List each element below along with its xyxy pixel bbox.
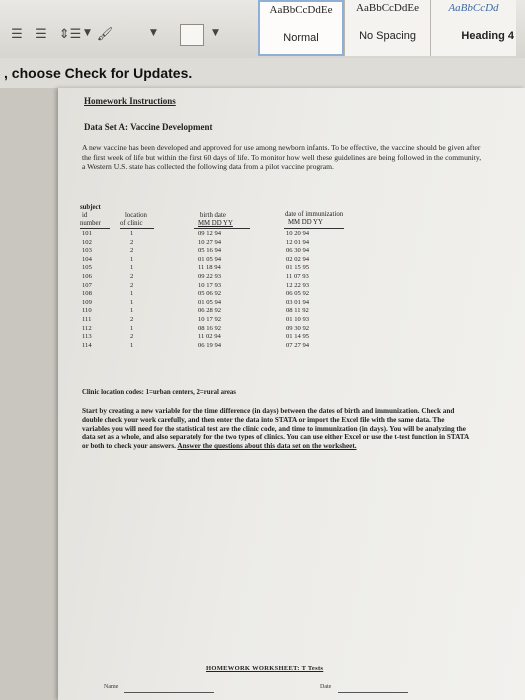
- cell-location: 1: [130, 255, 134, 263]
- cell-immunization-date: 10 20 94: [286, 230, 310, 237]
- cell-immunization-date: 07 27 94: [286, 341, 310, 349]
- cell-immunization-date: 03 01 94: [286, 298, 310, 306]
- col-head-birth-format: MM DD YY: [198, 220, 233, 227]
- cell-birth-date: 11 02 94: [198, 333, 221, 341]
- borders-button[interactable]: [180, 24, 204, 46]
- col-head-id: id: [82, 212, 88, 219]
- table-row: [80, 316, 410, 324]
- cell-location: 2: [130, 281, 134, 289]
- table-row: [80, 273, 410, 281]
- style-normal[interactable]: [258, 0, 344, 56]
- cell-immunization-date: 09 30 92: [286, 324, 310, 332]
- cell-subject-id: 109: [82, 298, 92, 306]
- table-row: [80, 325, 410, 333]
- cell-subject-id: 106: [82, 273, 92, 280]
- cell-location: 1: [130, 324, 134, 332]
- table-row: [80, 333, 410, 341]
- col-head-birth-date: birth date: [200, 212, 226, 219]
- cell-immunization-date: 12 22 93: [286, 281, 310, 289]
- clinic-codes-note: Clinic location codes: 1=urban centers, 2=rural areas: [82, 389, 236, 396]
- col-head-subject: subject: [80, 204, 101, 211]
- align-justify-icon[interactable]: ☰: [11, 26, 23, 42]
- cell-birth-date: 05 06 92: [198, 290, 222, 298]
- style-sample-text: AaBbCcDdEe: [269, 4, 333, 16]
- cell-subject-id: 104: [82, 255, 92, 263]
- date-blank-line: [338, 692, 408, 693]
- cell-immunization-date: 02 02 94: [286, 255, 310, 263]
- cell-subject-id: 110: [82, 307, 92, 315]
- cell-subject-id: 105: [82, 264, 92, 272]
- cell-subject-id: 107: [82, 281, 92, 289]
- cell-birth-date: 10 27 94: [198, 238, 222, 246]
- header-rule: [194, 228, 250, 229]
- cell-birth-date: 09 12 94: [198, 230, 222, 237]
- update-notice: , choose Check for Updates.: [0, 58, 525, 88]
- dataset-title: Data Set A: Vaccine Development: [84, 122, 213, 132]
- cell-birth-date: 11 18 94: [198, 264, 221, 272]
- instructions-paragraph: [82, 407, 472, 451]
- cell-immunization-date: 01 15 95: [286, 264, 310, 272]
- cell-subject-id: 102: [82, 238, 92, 246]
- table-row: [80, 247, 410, 255]
- header-rule: [80, 228, 110, 229]
- styles-gallery: [258, 0, 525, 56]
- cell-immunization-date: 06 30 94: [286, 247, 310, 255]
- table-row: [80, 239, 410, 247]
- cell-birth-date: 10 17 93: [198, 281, 222, 289]
- col-head-location: location: [125, 212, 147, 219]
- cell-birth-date: 01 05 94: [198, 255, 222, 263]
- table-row: [80, 230, 410, 238]
- cell-subject-id: 112: [82, 324, 92, 332]
- name-label: Name: [104, 684, 119, 690]
- name-blank-line: [124, 692, 214, 693]
- borders-dropdown-icon[interactable]: ▼: [212, 28, 219, 38]
- cell-subject-id: 108: [82, 290, 92, 298]
- cell-birth-date: 06 19 94: [198, 341, 222, 349]
- table-row: [80, 264, 410, 272]
- worksheet-instruction-link: Answer the questions about this data set on the worksheet.: [177, 442, 357, 451]
- table-row: [80, 307, 410, 315]
- cell-location: 2: [130, 316, 134, 323]
- col-head-immun-format: MM DD YY: [288, 219, 323, 226]
- cell-location: 2: [130, 238, 134, 246]
- style-name-label: Heading 4: [461, 30, 514, 42]
- cell-location: 2: [130, 273, 134, 280]
- shading-dropdown-icon[interactable]: ▼: [150, 28, 157, 38]
- cell-subject-id: 101: [82, 230, 92, 237]
- header-rule: [120, 228, 154, 229]
- cell-subject-id: 103: [82, 247, 92, 255]
- cell-location: 1: [130, 307, 134, 315]
- style-heading-4[interactable]: [430, 0, 516, 56]
- paragraph-shading-icon[interactable]: 🖌: [96, 26, 114, 42]
- cell-location: 2: [130, 247, 134, 255]
- cell-birth-date: 09 22 93: [198, 273, 222, 280]
- cell-location: 1: [130, 290, 134, 298]
- document-page[interactable]: [58, 88, 525, 700]
- header-rule: [284, 228, 344, 229]
- cell-birth-date: 10 17 92: [198, 316, 222, 323]
- cell-location: 2: [130, 333, 134, 341]
- date-label: Date: [320, 684, 332, 690]
- style-sample-text: AaBbCcDd: [448, 2, 499, 14]
- cell-birth-date: 01 05 94: [198, 298, 222, 306]
- cell-birth-date: 08 16 92: [198, 324, 222, 332]
- instructions-text: Start by creating a new variable for the time difference (in days) between the dates of birth and immunization. Check and double check your work carefully, and then enter the data into STATA or import the Excel file with the same data. The variables you will need for the statistical test are the clinic code, and time to immunization (in days). You will be analyzing the data set as a whole, and also separately for the two types of clinics. You can use either Excel or use the t-test function in STATA or both to check your answers.: [82, 407, 469, 451]
- worksheet-title: HOMEWORK WORKSHEET: T Tests: [206, 665, 324, 672]
- homework-header: Homework Instructions: [84, 96, 176, 106]
- cell-immunization-date: 01 14 95: [286, 333, 310, 341]
- table-row: [80, 342, 410, 350]
- cell-immunization-date: 06 05 92: [286, 290, 310, 298]
- cell-immunization-date: 11 07 93: [286, 273, 309, 280]
- cell-subject-id: 114: [82, 341, 92, 349]
- style-no-spacing[interactable]: [344, 0, 430, 56]
- align-distribute-icon[interactable]: ☰: [35, 26, 47, 42]
- cell-location: 1: [130, 264, 134, 272]
- table-row: [80, 290, 410, 298]
- col-head-of-clinic: of clinic: [120, 220, 143, 227]
- intro-paragraph: A new vaccine has been developed and approved for use among newborn infants. To be effective, the vaccine should be given after the first week of life but within the first 60 days of life. To monitor how well these guidelines are being followed in the community, a Western U.S. state has collected the following data from a pilot vaccine program.: [82, 143, 482, 171]
- cell-location: 1: [130, 341, 134, 349]
- col-head-number: number: [80, 220, 101, 227]
- word-ribbon: [0, 0, 525, 59]
- line-spacing-icon[interactable]: ⇕☰: [58, 26, 82, 42]
- table-row: [80, 299, 410, 307]
- cell-immunization-date: 01 10 93: [286, 316, 310, 323]
- style-name-label: Normal: [283, 32, 319, 44]
- cell-birth-date: 06 28 92: [198, 307, 222, 315]
- cell-immunization-date: 08 11 92: [286, 307, 309, 315]
- cell-subject-id: 111: [82, 316, 92, 323]
- cell-location: 1: [130, 230, 134, 237]
- cell-birth-date: 05 16 94: [198, 247, 222, 255]
- table-row: [80, 282, 410, 290]
- vaccine-data-table: [80, 204, 410, 384]
- cell-subject-id: 113: [82, 333, 92, 341]
- cell-location: 1: [130, 298, 134, 306]
- col-head-immunization: date of immunization: [285, 211, 344, 218]
- line-spacing-dropdown-icon[interactable]: ▼: [84, 28, 91, 38]
- style-sample-text: AaBbCcDdEe: [356, 2, 419, 14]
- style-name-label: No Spacing: [359, 30, 416, 42]
- table-row: [80, 256, 410, 264]
- cell-immunization-date: 12 01 94: [286, 238, 310, 246]
